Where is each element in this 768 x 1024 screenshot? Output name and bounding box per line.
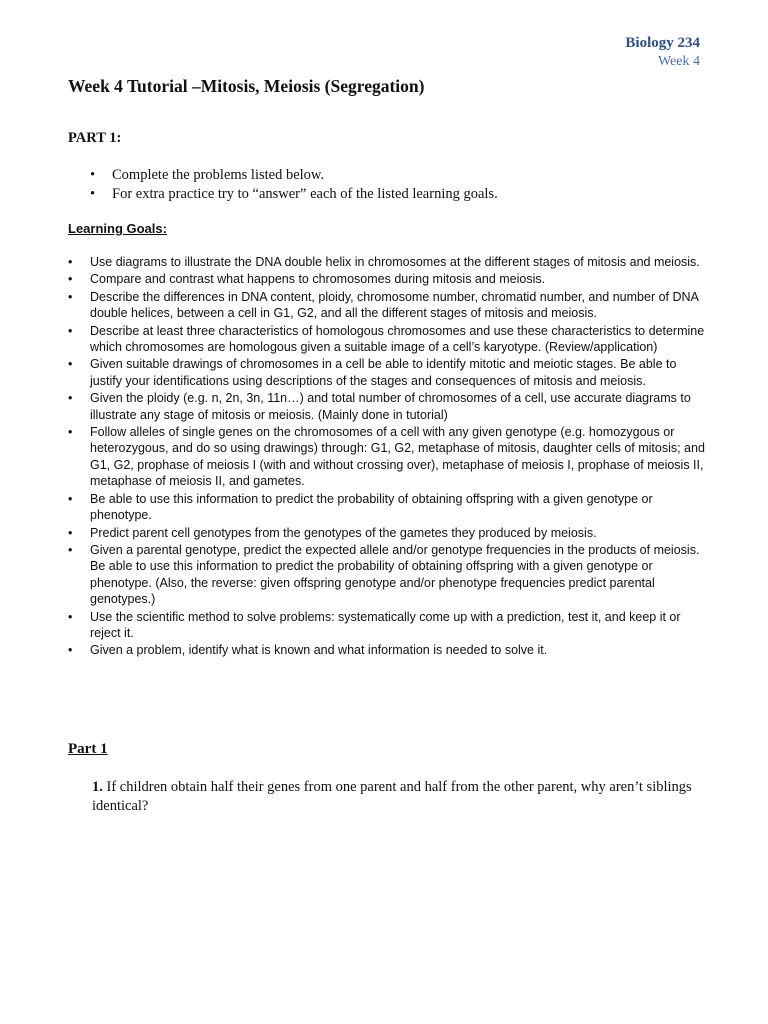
learning-goals-list <box>68 254 708 660</box>
learning-goal-item: • Describe at least three characteristics of homologous chromosomes and use these characteristics to determine which chromosomes are homologous given a suitable image of a cell’s karyotype. (Review/application) <box>68 323 708 356</box>
instruction-item: • Complete the problems listed below. <box>90 166 498 185</box>
document-title: Week 4 Tutorial –Mitosis, Meiosis (Segregation) <box>68 76 425 96</box>
course-title: Biology 234 <box>625 35 700 51</box>
section-heading: Part 1 <box>68 741 108 757</box>
question-1 <box>92 778 692 816</box>
learning-goal-item: • Given a parental genotype, predict the expected allele and/or genotype frequencies in the products of meiosis. Be able to use this information to predict the probability of obtaining offspring with a given genotype or phenotype. (Also, the reverse: given offspring genotype and/or phenotype frequencies predict parental genotypes.) <box>68 542 708 608</box>
instruction-item: • For extra practice try to “answer” each of the listed learning goals. <box>90 185 498 204</box>
learning-goal-item: • Describe the differences in DNA content, ploidy, chromosome number, chromatid number, and number of DNA double helices, between a cell in G1, G2, and all the different stages of mitosis and meiosis. <box>68 289 708 322</box>
learning-goal-item: • Given suitable drawings of chromosomes in a cell be able to identify mitotic and meiotic stages. Be able to justify your identifications using descriptions of the stages and consequences of mitosis and meiosis. <box>68 356 708 389</box>
learning-goal-item: • Use diagrams to illustrate the DNA double helix in chromosomes at the different stages of mitosis and meiosis. <box>68 254 708 270</box>
course-header <box>625 34 700 71</box>
learning-goal-item: • Predict parent cell genotypes from the genotypes of the gametes they produced by meiosis. <box>68 525 708 541</box>
learning-goal-item: • Given a problem, identify what is known and what information is needed to solve it. <box>68 642 708 658</box>
course-week: Week 4 <box>657 54 700 69</box>
learning-goal-item: • Use the scientific method to solve problems: systematically come up with a prediction, test it, and keep it or reject it. <box>68 609 708 642</box>
learning-goal-item: • Follow alleles of single genes on the chromosomes of a cell with any given genotype (e.g. homozygous or heterozygous, and do so using drawings) through: G1, G2, metaphase of mitosis, daughter cells of mitosis; and G1, G2, prophase of meiosis I (with and without crossing over), metaphase of meiosis I, prophase of meiosis II, metaphase of meiosis II, and gametes. <box>68 424 708 490</box>
part-heading: PART 1: <box>68 130 122 146</box>
learning-goals-heading: Learning Goals: <box>68 221 167 236</box>
learning-goal-item: • Compare and contrast what happens to chromosomes during mitosis and meiosis. <box>68 271 708 287</box>
question-text: If children obtain half their genes from one parent and half from the other parent, why aren’t siblings identical? <box>92 779 692 814</box>
question-number: 1. <box>92 779 103 795</box>
learning-goal-item: • Given the ploidy (e.g. n, 2n, 3n, 11n…) and total number of chromosomes of a cell, use accurate diagrams to illustrate any stage of mitosis or meiosis. (Mainly done in tutorial) <box>68 390 708 423</box>
learning-goal-item: • Be able to use this information to predict the probability of obtaining offspring with a given genotype or phenotype. <box>68 491 708 524</box>
instructions-list <box>90 166 498 204</box>
